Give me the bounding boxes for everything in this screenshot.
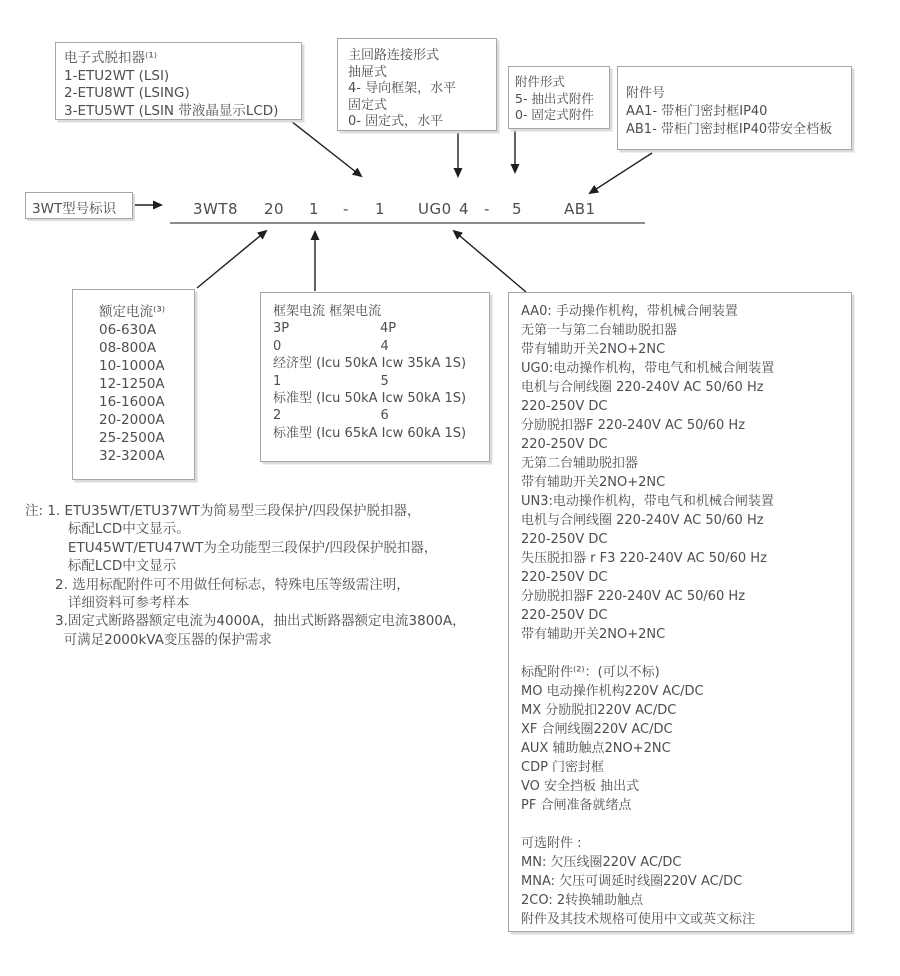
callout-operating-mechanism [508, 292, 852, 932]
text-line: UG0:电动操作机构，带电气和机械合闸装置 [521, 361, 775, 376]
text-line: MX 分励脱扣220V AC/DC [521, 703, 677, 718]
standard-accessories [521, 663, 851, 815]
text-line: MO 电动操作机构220V AC/DC [521, 684, 704, 699]
callout-accessory-form [508, 66, 610, 129]
footnotes [25, 502, 466, 649]
callout-rated-current [72, 289, 195, 480]
text-line: VO 安全挡板 抽出式 [521, 779, 640, 794]
model-code-segment: - [343, 200, 349, 218]
text-line: 220-250V DC [521, 570, 608, 585]
text-line: 2. 选用标配附件可不用做任何标志，特殊电压等级需注明， [25, 576, 410, 593]
model-code-segment: 1 [309, 200, 320, 218]
text-line: 220-250V DC [521, 437, 608, 452]
text-line: 10-1000A [99, 358, 165, 374]
callout-electronic-trip-unit [55, 42, 302, 120]
model-code-segment: AB1 [564, 200, 596, 218]
model-code-segment: 1 [375, 200, 386, 218]
text-line: 220-250V DC [521, 608, 608, 623]
text-line: 失压脱扣器 r F3 220-240V AC 50/60 Hz [521, 551, 767, 566]
text-line: 附件及其技术规格可使用中文或英文标注 [521, 912, 756, 927]
arrow-operating-mechanism [454, 231, 526, 292]
text-line: PF 合闸准备就绪点 [521, 798, 632, 813]
text-line: 0- 固定式附件 [515, 107, 594, 122]
text-line: 25-2500A [99, 430, 165, 446]
text-line: 注: 1. ETU35WT/ETU37WT为简易型三段保护/四段保护脱扣器， [25, 503, 421, 519]
text-line: 经济型 (Icu 50kA Icw 35kA 1S) [273, 356, 467, 372]
text-line: AA0: 手动操作机构，带机械合闸装置 [521, 304, 738, 319]
text-line: 标准型 (Icu 65kA Icw 60kA 1S) [273, 425, 467, 441]
text-line: 电机与合闸线圈 220-240V AC 50/60 Hz [521, 380, 764, 395]
text-line: 12-1250A [99, 376, 165, 392]
model-code-segment: 4 [459, 200, 470, 218]
text-line: 分励脱扣器F 220-240V AC 50/60 Hz [521, 418, 746, 433]
text-line: 框架电流 框架电流 [273, 304, 382, 319]
text-line: 4- 导向框架，水平 [348, 81, 457, 97]
text-line: 电机与合闸线圈 220-240V AC 50/60 Hz [521, 513, 764, 528]
text-line: 16-1600A [99, 394, 165, 410]
text-line: 2-ETU8WT (LSING) [64, 85, 190, 101]
text-line: 220-250V DC [521, 399, 608, 414]
text-line: 带有辅助开关2NO+2NC [521, 475, 666, 490]
text-line: MNA: 欠压可调延时线圈220V AC/DC [521, 874, 743, 889]
text-line: 3P 4P [273, 321, 397, 337]
optional-accessories [521, 834, 851, 929]
text-line: 0- 固定式，水平 [348, 114, 444, 130]
text-line: 标配LCD中文显示。 [25, 521, 190, 538]
text-line: AB1- 带柜门密封框IP40带安全档板 [626, 122, 833, 137]
text-line: 1-ETU2WT (LSI) [64, 67, 170, 84]
text-line: 附件形式 [515, 74, 566, 89]
text-line: 2CO: 2转换辅助触点 [521, 893, 644, 908]
text-line: 标配附件⁽²⁾：(可以不标) [521, 665, 660, 680]
text-line: 分励脱扣器F 220-240V AC 50/60 Hz [521, 589, 746, 604]
model-code-segment: 3WT8 [193, 200, 239, 218]
callout-main-circuit-connection [337, 38, 497, 131]
text-line: 可满足2000kVA变压器的保护需求 [25, 631, 272, 648]
text-line: 详细资料可参考样本 [25, 595, 190, 612]
text-line: 电子式脱扣器⁽¹⁾ [64, 50, 158, 66]
text-line: 20-2000A [99, 412, 165, 428]
text-line: AUX 辅助触点2NO+2NC [521, 741, 671, 756]
text-line: 附件号 [626, 86, 666, 101]
text-line: 额定电流⁽³⁾ [99, 304, 166, 320]
text-line: 06-630A [99, 322, 157, 338]
text-line: MN: 欠压线圈220V AC/DC [521, 855, 682, 870]
model-code-segment: 5 [512, 200, 523, 218]
text-line: 无第一与第二台辅助脱扣器 [521, 323, 678, 338]
model-code-segment: - [484, 200, 490, 218]
text-line: UN3:电动操作机构，带电气和机械合闸装置 [521, 494, 774, 509]
text-line: 3-ETU5WT (LSIN 带液晶显示LCD) [64, 102, 279, 119]
callout-accessory-number [617, 66, 852, 150]
text-line: 可选附件 : [521, 836, 582, 851]
text-line: 220-250V DC [521, 532, 608, 547]
text-line: 无第二台辅助脱扣器 [521, 456, 639, 471]
text-line: ETU45WT/ETU47WT为全功能型三段保护/四段保护脱扣器， [25, 539, 438, 556]
model-code-row [0, 200, 900, 220]
text-line: 带有辅助开关2NO+2NC [521, 627, 666, 642]
text-line: 标准型 (Icu 50kA Icw 50kA 1S) [273, 391, 467, 407]
text-line: XF 合闸线圈220V AC/DC [521, 722, 673, 737]
text-line: 固定式 [348, 97, 388, 113]
text-line: 带有辅助开关2NO+2NC [521, 342, 666, 357]
text-line: AA1- 带柜门密封框IP40 [626, 104, 768, 119]
arrow-rated-current [197, 231, 266, 288]
arrow-accessory-no [590, 153, 652, 193]
text-line: 主回路连接形式 [348, 48, 440, 63]
model-code-segment: 20 [264, 200, 285, 218]
text-line: 抽屉式 [348, 64, 388, 80]
text-line: 5- 抽出式附件 [515, 90, 594, 106]
model-code-segment: UG0 [418, 200, 452, 218]
text-line: 1 5 [273, 373, 389, 389]
text-line: CDP 门密封框 [521, 760, 605, 775]
callout-frame-current [260, 292, 490, 462]
text-line: 0 4 [273, 338, 389, 354]
text-line: 08-800A [99, 340, 157, 356]
text-line: 3.固定式断路器额定电流为4000A，抽出式断路器额定电流3800A， [25, 613, 466, 630]
model-designation-text: 3WT型号标识 [32, 201, 117, 217]
text-line: 2 6 [273, 408, 389, 424]
operating-mechanism-options [521, 302, 851, 644]
text-line: 32-3200A [99, 448, 165, 464]
text-line: 标配LCD中文显示 [25, 558, 177, 575]
